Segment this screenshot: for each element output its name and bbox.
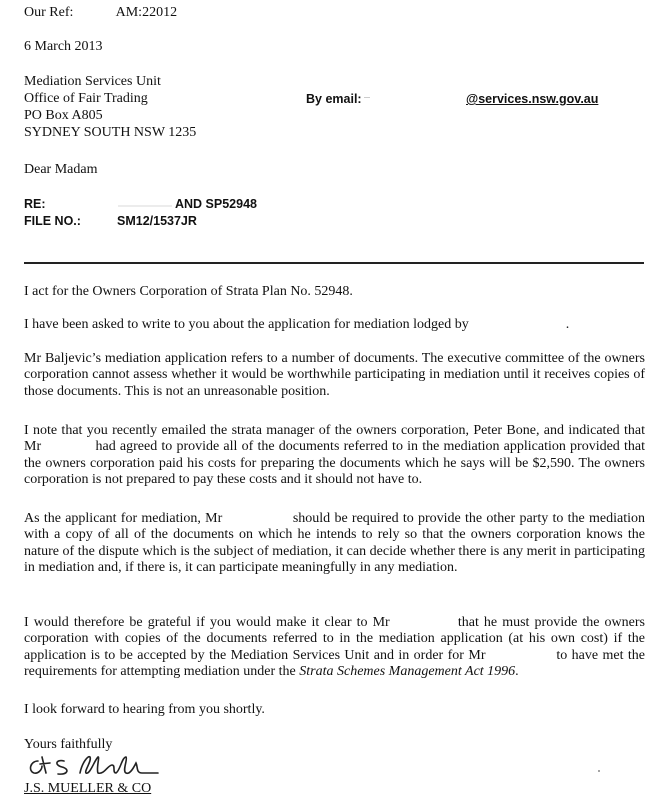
- header-divider: [24, 262, 644, 264]
- paragraph-4: [24, 423, 645, 488]
- re-redaction: [118, 205, 172, 207]
- paragraph-4-start: I note that you recently emailed the strata manager of the owners corporation, Peter Bone, and indicated that Mr: [24, 423, 645, 455]
- address-line-3: PO Box A805: [24, 108, 103, 123]
- signature: [24, 753, 164, 779]
- paragraph-4-rest: had agreed to provide all of the documents referred to in the mediation application provided that the owners corporation paid his costs for preparing the documents which he says will be $2,590. The owners corporation is not prepared to pay these costs and it should not have to.: [24, 439, 645, 487]
- paragraph-1: I act for the Owners Corporation of Strata Plan No. 52948.: [24, 284, 353, 299]
- re-value: AND SP52948: [175, 197, 257, 211]
- email-label: By email:: [306, 92, 362, 106]
- email-redaction: [364, 97, 370, 98]
- paragraph-6-end: .: [515, 663, 519, 679]
- address-line-2: Office of Fair Trading: [24, 91, 148, 106]
- email-address[interactable]: @services.nsw.gov.au: [466, 92, 599, 106]
- act-title: Strata Schemes Management Act 1996: [299, 663, 516, 679]
- paragraph-5-rest: should be required to provide the other party to the mediation with a copy of all of the documents on which he intends to rely so that the owners corporation knows the nature of the dispute which is the subject of mediation, it can decide whether there is any merit in participating in mediation and, if there is, it can participate meaningfully in any mediation.: [24, 511, 646, 575]
- paragraph-2-end: .: [565, 317, 570, 332]
- paragraph-5-start: As the applicant for mediation, Mr: [24, 511, 223, 526]
- letter-date: 6 March 2013: [24, 39, 103, 54]
- address-line-1: Mediation Services Unit: [24, 74, 161, 89]
- paragraph-2: [24, 317, 645, 333]
- address-line-4: SYDNEY SOUTH NSW 1235: [24, 125, 197, 140]
- closing: Yours faithfully: [24, 737, 113, 752]
- paragraph-3: Mr Baljevic’s mediation application refers to a number of documents. The executive committee of the owners corporation cannot assess whether it would be worthwhile participating in mediation until it receives copies of those documents. This is not an unreasonable position.: [24, 351, 645, 399]
- salutation: Dear Madam: [24, 162, 98, 177]
- reference-line: [24, 4, 177, 21]
- ref-value: AM:22012: [115, 5, 178, 20]
- paragraph-6-middle: that he must provide the owners corporation with copies of the documents referred to in the mediation application (at his own cost) if the application is to be accepted by the Mediation Services Unit and in order for Mr: [24, 615, 645, 663]
- paragraph-6-cont: to have met the requirements for attempting mediation under the: [24, 647, 645, 679]
- ref-label: Our Ref:: [24, 5, 74, 20]
- re-label: RE:: [24, 197, 46, 211]
- firm-name: J.S. MUELLER & CO: [24, 781, 152, 796]
- stray-mark: [598, 770, 600, 772]
- paragraph-2-text: I have been asked to write to you about the application for mediation lodged by: [24, 317, 469, 332]
- paragraph-6: [24, 615, 645, 680]
- recipient-address: [24, 73, 196, 141]
- paragraph-6-start: I would therefore be grateful if you would make it clear to Mr: [24, 615, 390, 630]
- paragraph-5: [24, 511, 645, 576]
- file-label: FILE NO.:: [24, 214, 81, 228]
- file-number: SM12/1537JR: [117, 214, 197, 228]
- paragraph-7: I look forward to hearing from you shortly.: [24, 702, 265, 717]
